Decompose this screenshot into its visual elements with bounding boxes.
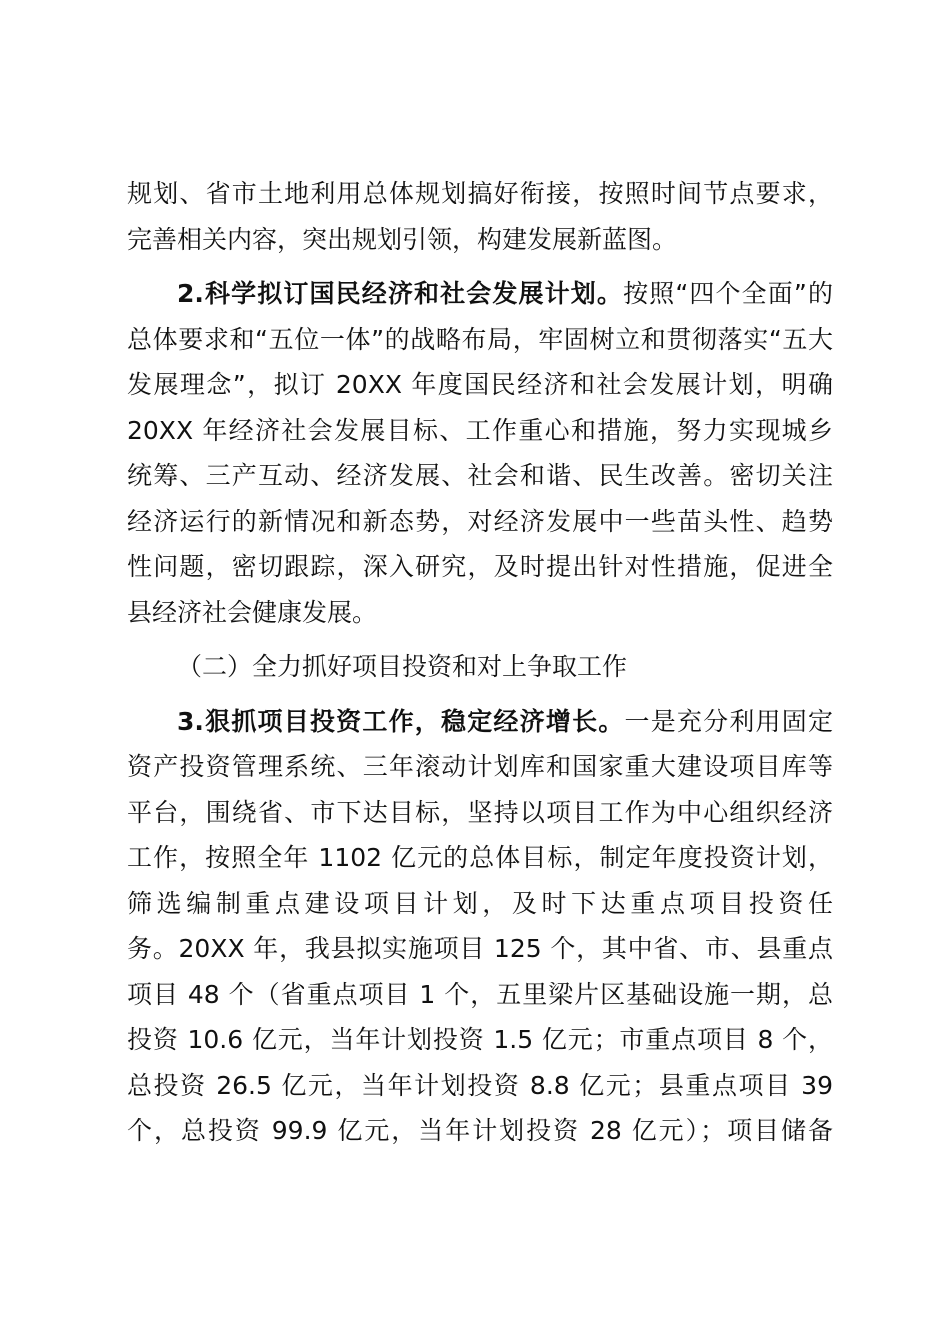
paragraph-heading: 3.狠抓项目投资工作，稳定经济增长。 [177,706,625,736]
paragraph-line: 投资 10.6 亿元，当年计划投资 1.5 亿元；市重点项目 8 个， [127,1025,833,1054]
section-heading-text: （二）全力抓好项目投资和对上争取工作 [177,652,628,681]
paragraph-first-line [127,699,833,745]
paragraph-line: 总体要求和“五位一体”的战略布局，牢固树立和贯彻落实“五大 [127,324,833,354]
paragraph-line: 县经济社会健康发展。 [127,597,378,627]
paragraph-first-line [127,271,833,317]
paragraph-line: 完善相关内容，突出规划引领，构建发展新蓝图。 [127,224,678,254]
paragraph-line: 个，总投资 99.9 亿元，当年计划投资 28 亿元）；项目储备 [127,1116,833,1145]
paragraph [127,171,833,262]
paragraph-line: 项目 48 个（省重点项目 1 个，五里梁片区基础设施一期，总 [127,979,833,1009]
section-heading [127,644,833,690]
paragraph-line: 务。20XX 年，我县拟实施项目 125 个，其中省、市、县重点 [127,934,833,963]
paragraph-line: 发展理念”，拟订 20XX 年度国民经济和社会发展计划，明确 [127,370,833,399]
paragraph-line: 规划、省市土地利用总体规划搞好衔接，按照时间节点要求， [127,179,833,208]
paragraph [127,699,833,1154]
paragraph-line: 工作，按照全年 1102 亿元的总体目标，制定年度投资计划， [127,843,833,872]
paragraph-line: 性问题，密切跟踪，深入研究，及时提出针对性措施，促进全 [127,552,833,581]
paragraph-line: 资产投资管理系统、三年滚动计划库和国家重大建设项目库等 [127,752,833,781]
paragraph-line: 总投资 26.5 亿元，当年计划投资 8.8 亿元；县重点项目 39 [127,1070,833,1100]
paragraph-line: 20XX 年经济社会发展目标、工作重心和措施，努力实现城乡 [127,415,833,445]
paragraph [127,271,833,635]
paragraph-heading: 2.科学拟订国民经济和社会发展计划。 [177,279,624,308]
document-body [127,171,833,1154]
paragraph-line: 平台，围绕省、市下达目标，坚持以项目工作为中心组织经济 [127,797,833,827]
paragraph-line: 筛选编制重点建设项目计划，及时下达重点项目投资任 [127,888,833,918]
paragraph-line: 经济运行的新情况和新态势，对经济发展中一些苗头性、趋势 [127,506,833,536]
paragraph-line: 统筹、三产互动、经济发展、社会和谐、民生改善。密切关注 [127,461,833,490]
paragraph-text: 一是充分利用固定 [624,706,833,736]
paragraph-text: 按照“四个全面”的 [623,279,833,308]
